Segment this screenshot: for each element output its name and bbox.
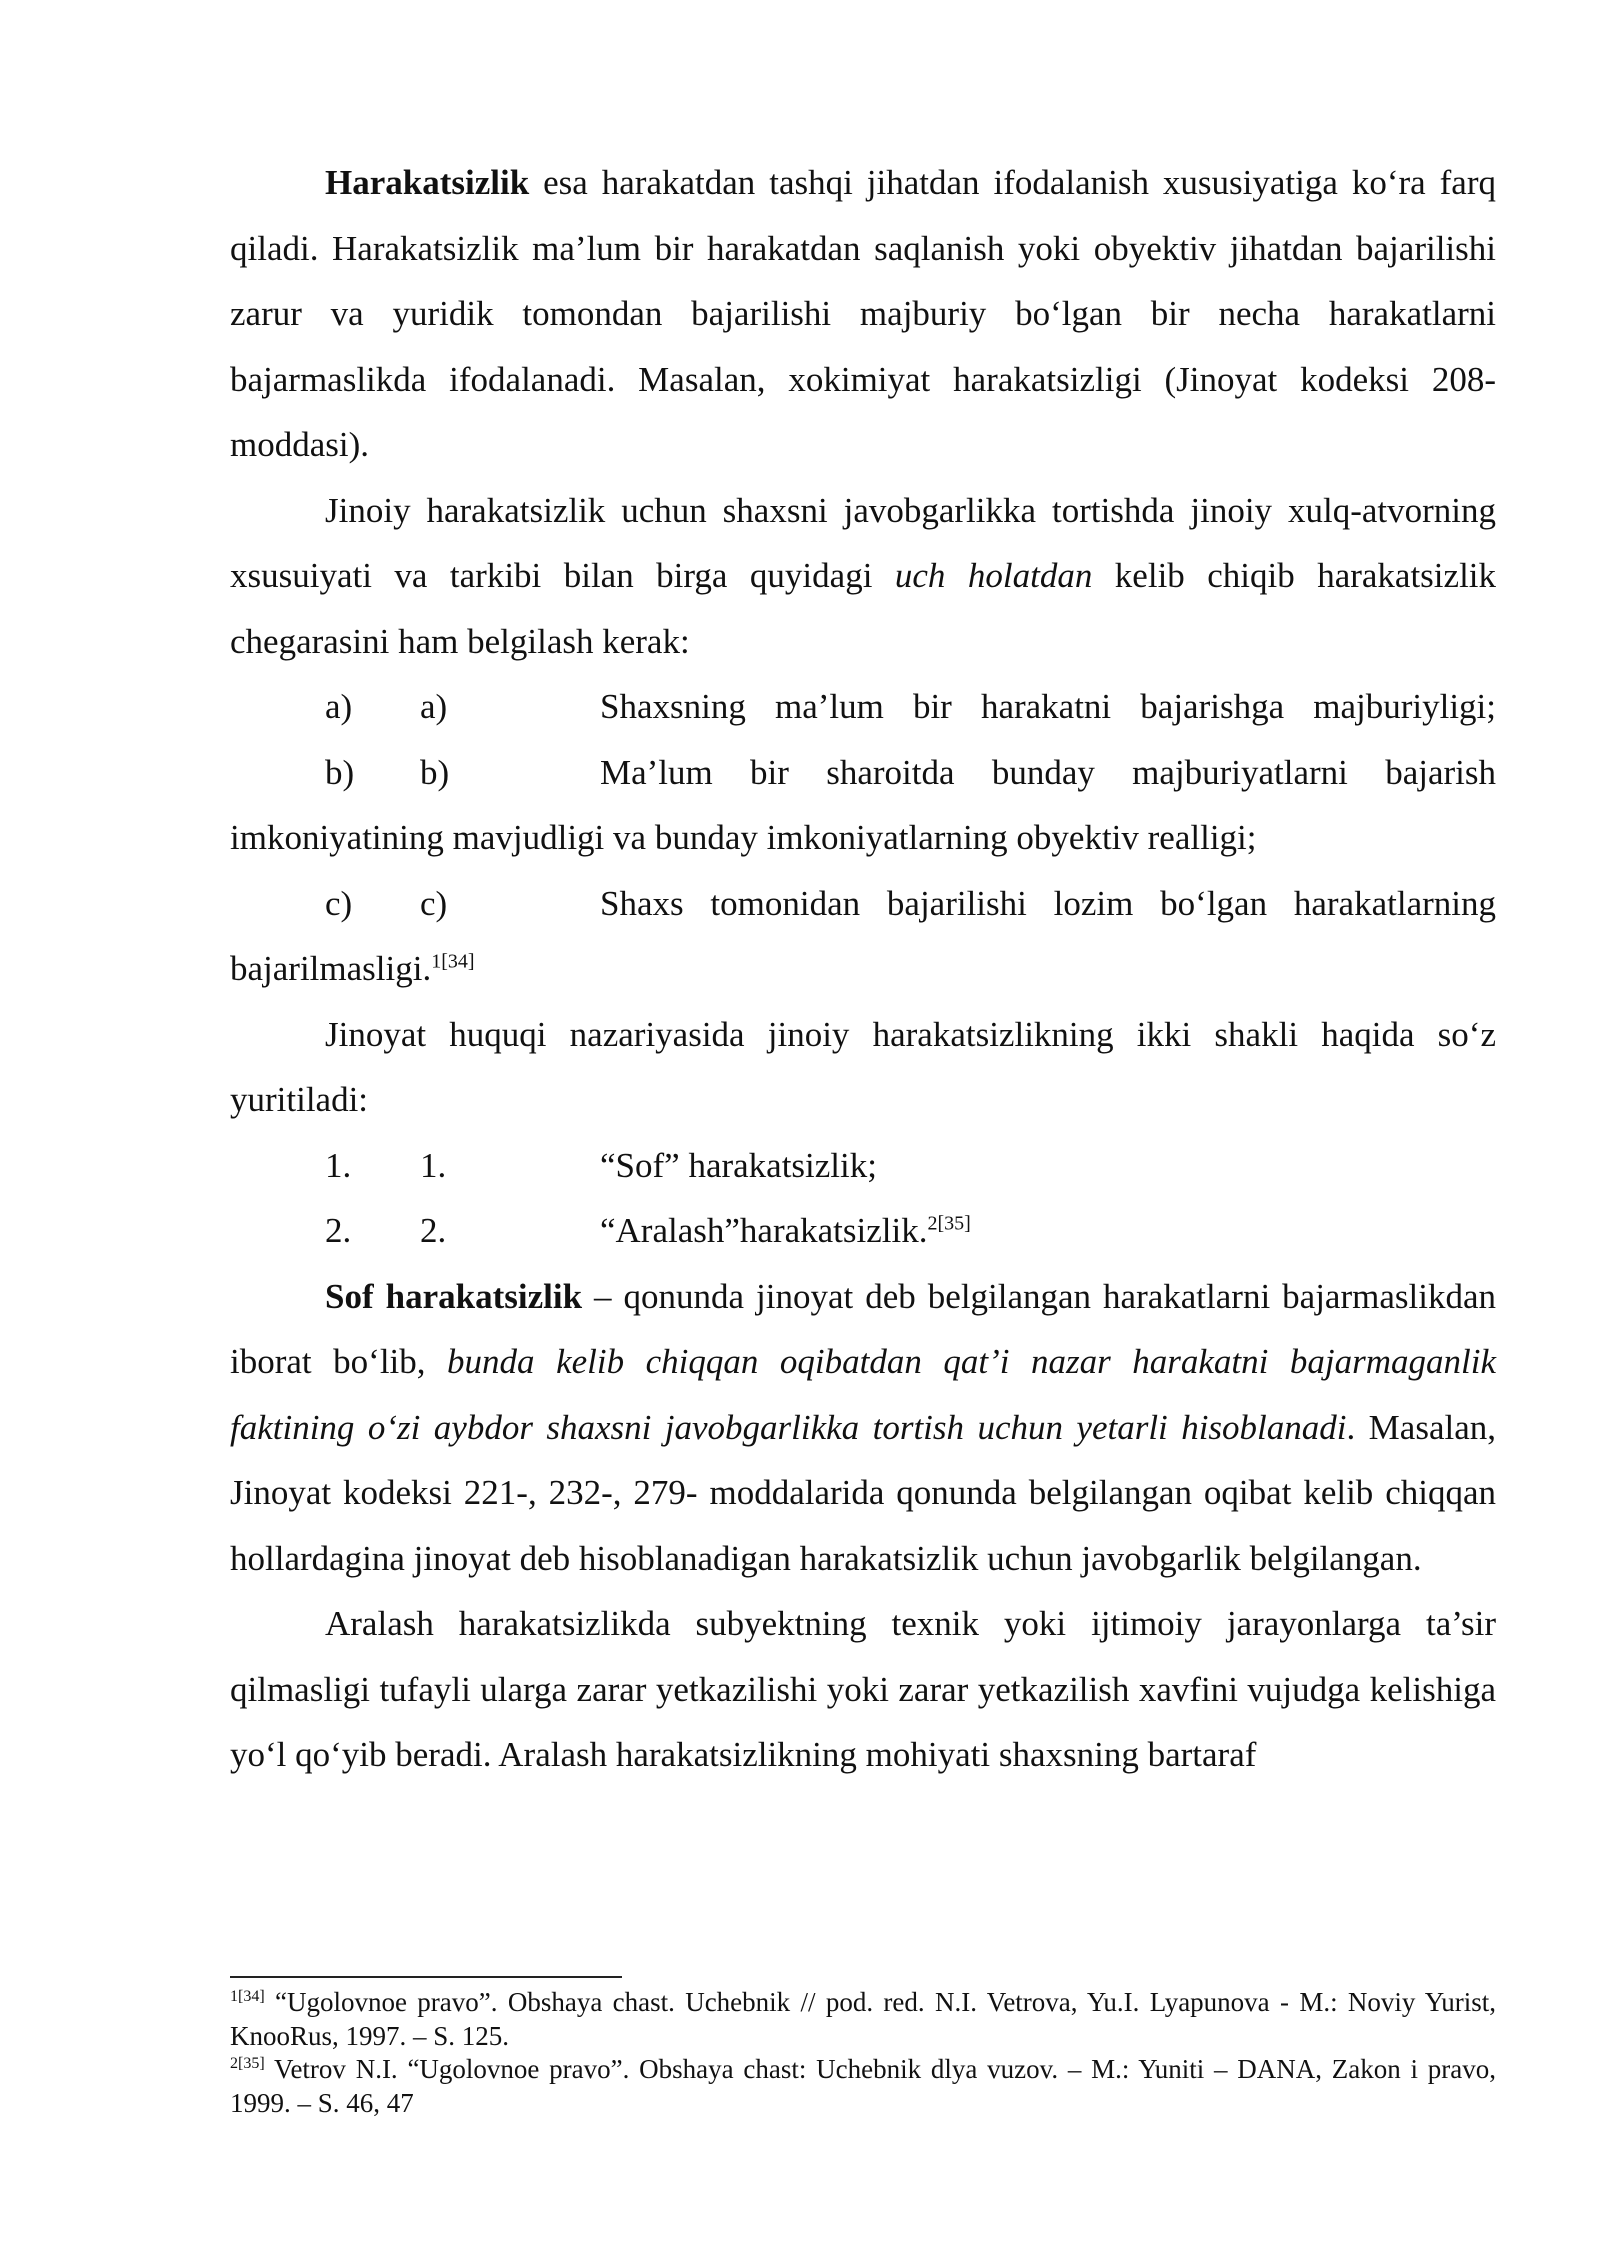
- footnote-ref-2[interactable]: 2[35]: [927, 1212, 971, 1235]
- list-item-c: [230, 871, 1496, 1002]
- list-item-text: “Sof” harakatsizlik;: [600, 1145, 877, 1185]
- footnote-mark: 1[34]: [230, 1988, 265, 2005]
- list-marker: 2.: [420, 1211, 447, 1250]
- paragraph-5: [230, 1591, 1496, 1788]
- footnote-ref-1[interactable]: 1[34]: [431, 950, 475, 973]
- list-marker: c): [325, 883, 353, 923]
- emphasis-definition: bunda kelib chiqqan oqibatdan qat’i nazar harakatni bajarmaganlik faktining o‘zi aybdor shaxsni javobgarlikka tortish uchun yetarli hisoblanadi: [230, 1342, 1496, 1447]
- paragraph-4-text: – qonunda jinoyat deb belgilangan harakatlarni bajarmaslikdan iborat bo‘lib,: [230, 1276, 1496, 1381]
- list-marker: a): [420, 687, 448, 726]
- document-body: [230, 150, 1496, 1788]
- list-marker: 1.: [420, 1145, 447, 1185]
- list-item-text: Shaxs tomonidan bajarilishi lozim bo‘lgan harakatlarning bajarilmasligi.: [230, 883, 1496, 988]
- paragraph-3-text: Jinoyat huquqi nazariyasida jinoiy harakatsizlikning ikki shakli haqida so‘z yuritiladi:: [230, 1014, 1496, 1119]
- list-item-a: [230, 674, 1496, 740]
- paragraph-2-text: Jinoiy harakatsizlik uchun shaxsni javobgarlikka tortishda jinoiy xulq-atvorning xsusuiyati va tarkibi bilan birga quyidagi: [230, 490, 1496, 595]
- list-marker: c): [420, 883, 448, 923]
- list-marker: b): [420, 752, 450, 792]
- emphasis-uch-holatdan: uch holatdan: [894, 556, 1093, 595]
- footnote-separator: [230, 1976, 622, 1978]
- term-sof-harakatsizlik: Sof harakatsizlik: [325, 1276, 583, 1316]
- footnote-2: [230, 2053, 1496, 2120]
- footnote-mark: 2[35]: [230, 2055, 265, 2072]
- list-marker: a): [325, 687, 353, 726]
- paragraph-1: [230, 150, 1496, 478]
- list-marker: 2.: [325, 1211, 352, 1250]
- footnote-text: Vetrov N.I. “Ugolovnoe pravo”. Obshaya chast: Uchebnik dlya vuzov. – M.: Yuniti – DANA, Zakon i pravo, 1999. – S. 46, 47: [230, 2054, 1496, 2118]
- paragraph-5-text: Aralash harakatsizlikda subyektning texnik yoki ijtimoiy jarayonlarga ta’sir qilmasligi tufayli ularga zarar yetkazilishi yoki zarar yetkazilish xavfini vujudga kelishiga yo‘l qo‘yib beradi. Aralash harakatsizlikning mohiyati shaxsning bartaraf: [230, 1604, 1496, 1774]
- footnotes: [230, 1986, 1496, 2120]
- paragraph-4-text-end: . Masalan, Jinoyat kodeksi 221-, 232-, 279- moddalarida qonunda belgilangan oqibat kelib chiqqan hollardagina jinoyat deb hisoblanadigan harakatsizlik uchun javobgarlik belgilangan.: [230, 1407, 1496, 1578]
- footnote-text: “Ugolovnoe pravo”. Obshaya chast. Uchebnik // pod. red. N.I. Vetrova, Yu.I. Lyapunova - M.: Noviy Yurist, KnooRus, 1997. – S. 125.: [230, 1987, 1496, 2051]
- list-item-text: Shaxsning ma’lum bir harakatni bajarishga majburiyligi;: [600, 687, 1496, 726]
- list-item-text-wrap: [600, 1198, 1496, 1264]
- list-marker: 1.: [325, 1145, 352, 1185]
- paragraph-3: [230, 1002, 1496, 1133]
- paragraph-1-text: esa harakatdan tashqi jihatdan ifodalanish xususiyatiga ko‘ra farq qiladi. Harakatsizlik ma’lum bir harakatdan saqlanish yoki obyektiv jihatdan bajarilishi zarur va yuridik tomondan bajarilishi majburiy bo‘lgan bir necha harakatlarni bajarmaslikda ifodalanadi. Masalan, xokimiyat harakatsizligi (Jinoyat kodeksi 208- moddasi).: [230, 163, 1496, 464]
- paragraph-4: [230, 1264, 1496, 1592]
- list-item-1: [230, 1133, 1496, 1199]
- footnote-1: [230, 1986, 1496, 2053]
- list-item-2: [230, 1198, 1496, 1264]
- list-marker: b): [325, 752, 355, 792]
- list-item-b: [230, 740, 1496, 871]
- list-item-text: Ma’lum bir sharoitda bunday majburiyatlarni bajarish imkoniyatining mavjudligi va bunday imkoniyatlarning obyektiv realligi;: [230, 752, 1496, 857]
- list-item-text: “Aralash”harakatsizlik.: [600, 1211, 928, 1250]
- paragraph-2-text-end: kelib chiqib harakatsizlik chegarasini ham belgilash kerak:: [230, 556, 1497, 661]
- paragraph-2: [230, 478, 1496, 675]
- term-harakatsizlik: Harakatsizlik: [325, 163, 530, 202]
